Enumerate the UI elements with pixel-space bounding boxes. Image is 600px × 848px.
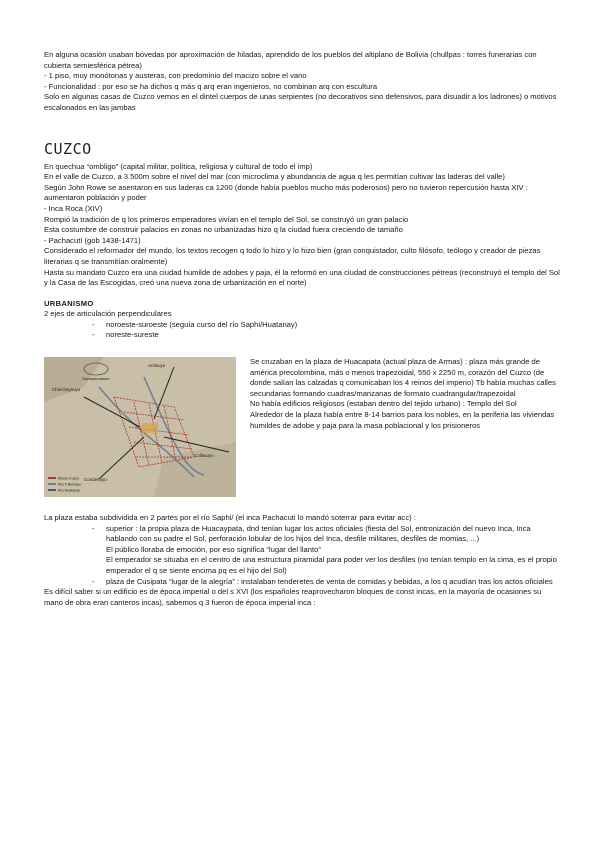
paragraph: El público lloraba de emoción, por eso significa “lugar del llanto” [106,544,321,554]
legend-label: Río Tullumayo [58,482,81,487]
list-item: - plaza de Cusipata “lugar de la alegría” : instalaban tenderetes de venta de comidas y bebidas, a los q acudían tras los actos oficiales [44,577,560,588]
paragraph: - 1 piso, muy monótonas y austeras, con predominio del macizo sobre el vano [44,71,307,81]
legend-swatch [48,477,56,479]
plaza-area [142,423,158,433]
paragraph: Esta costumbre de construir palacios en zonas no urbanizadas hizo q la ciudad fuera creciendo de tamaño [44,225,403,235]
legend-swatch [48,489,56,491]
paragraph: No había edificios religiosos (estaban dentro del tejido urbano) : Templo del Sol [250,399,517,409]
list-item: - noroeste-suroeste (seguía curso del río Saphi/Huatanay) [44,320,560,331]
paragraph: 2 ejes de articulación perpendiculares [44,309,172,319]
paragraph: La plaza estaba subdividida en 2 partes por el río Saphi/ (el inca Pachacuti lo mandó soterrar para evitar acc) : [44,513,416,523]
list-item: - superior : la propia plaza de Huacaypata, dnd tenían lugar los actos oficiales (fiesta del Sol, entronización del nuevo Inca, Inca hablando con su padre el Sol, perforación lobular de los hijos del Inca, desfile militares, desfiles de momias, ...) [44,524,560,545]
document-page [44,50,560,608]
paragraph: El emperador se situaba en el centro de una estructura piramidal para poder ver los desfiles (no tenían templo en la cima, es el propio emperador el q se siente encima pq es el hijo del Sol) [106,555,557,576]
paragraph: - Pachacutí (gob 1438-1471) [44,235,141,245]
map-label: Sacsayhuaman [82,376,110,382]
legend-label: Muros Cuzco [58,476,80,481]
paragraph: En quechua “ombligo” (capital militar, política, religiosa y cultural de todo el imp) [44,161,313,171]
map-label: Chinchaysuyu [52,387,81,393]
section-heading-cuzco: CUZCO [44,139,92,158]
intro-block [44,50,560,114]
legend-label: Río Huatanay [58,488,80,493]
cuzco-map-image [44,357,236,497]
paragraph: En alguna ocasión usaban bóvedas por aproximación de hiladas, aprendido de los pueblos del altiplano de Bolivia (chullpas : torres funerarias con cubierta semiesférica pétrea) [44,50,537,70]
list-item: - noreste-sureste [44,330,560,341]
cuzco-block [44,162,560,289]
map-label: Antisuyu [148,363,166,369]
paragraph: Es difícil saber si un edificio es de época imperial o del s XVI (los españoles reaprovecharon bloques de const incas, en la mayoría de ocasiones su mano de obra eran canteros incas), sabemos q 3 fueron de época imperial inca : [44,587,542,607]
map-label: Collasuyu [194,453,214,459]
paragraph: Considerado el reformador del mundo, los textos recogen q todo lo hizo y lo hizo bien (gran conquistador, culto filósofo, teólogo y creador de piezas literarias q se transmitían oralmente) [44,246,541,266]
paragraph: Se cruzaban en la plaza de Huacapata (actual plaza de Armas) : plaza más grande de américa precolombina, más o menos trapezoidal, 550 x 2250 m, corazón del Cuzco (de donde salían las calzadas q comunicaban los 4 reinos del imperio) Tb había muchas calles secundarias formando cuadras/manzanas de formato cuadrangular/trapezoidal [250,357,556,398]
paragraph: Rompió la tradición de q los primeros emperadores vivían en el templo del Sol, se construyó un gran palacio [44,214,409,224]
paragraph: En el valle de Cuzco, a 3.500m sobre el nivel del mar (con microclima y abundancia de agua q les permitían cultivar las laderas del valle) [44,172,505,182]
paragraph: - Funcionalidad : por eso se ha dichos q más q arq eran ingenieros, no combinan arq con escultura [44,81,378,91]
subheading-urbanismo: URBANISMO [44,298,94,308]
paragraph: Solo en algunas casas de Cuzco vemos en el dintel cuerpos de unas serpientes (no decorativos sino defensivos, para disuadir a los ladrones) o motivos escalonados en las jambas [44,92,557,112]
paragraph: Alrededor de la plaza había entre 8-14 barrios para los nobles, en la periferia las viviendas humildes de adobe y paja para la masa poblacional y los prisioneros [250,410,555,430]
map-label: Condesuyu [84,477,107,483]
paragraph: - Inca Roca (XIV) [44,203,103,213]
legend-swatch [48,483,56,485]
figure-text [250,357,560,497]
paragraph: Según John Rowe se asentaron en sus laderas ca 1200 (donde había pueblos mucho más poderosos) pero no tuvieron repercusión hasta XIV : aumentaron población y poder [44,182,528,203]
paragraph: Hasta su mandato Cuzco era una ciudad humilde de adobes y paja, él la reformó en una ciudad de construcciones pétreas (reconstruyó el templo del Sol y la Casa de las Escogidas, creó una nueva zona de urbanización en el norte) [44,267,560,288]
figure-row [44,357,560,497]
